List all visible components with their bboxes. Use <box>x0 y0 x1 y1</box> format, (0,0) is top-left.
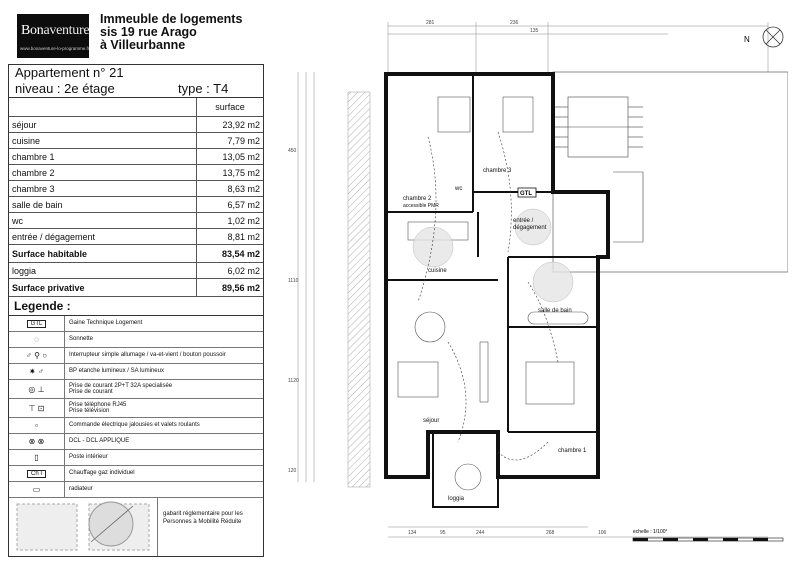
logo-text-aventure: aventure <box>43 23 90 38</box>
legend-item: ⊤ ⊡ Prise téléphone RJ45 Prise télévision <box>9 399 263 418</box>
waterproof-switch-icon: ✷ ♂ <box>29 367 44 376</box>
dim-left: 450 <box>288 148 297 154</box>
dim-top: 236 <box>510 20 519 26</box>
scale-label: echelle : 1/100° <box>633 529 668 535</box>
legend-title: Legende : <box>9 297 263 316</box>
pmr-gauge-icon <box>9 498 158 556</box>
legend-item: ⊗ ⊗ DCL - DCL APPLIQUE <box>9 434 263 450</box>
label-cuisine: cuisine <box>428 268 447 274</box>
scale-bar <box>633 538 783 541</box>
dim-bottom: 268 <box>546 530 555 536</box>
apartment-type: type : T4 <box>178 81 229 96</box>
label-accessible: accessible PMR <box>403 203 439 209</box>
table-row: wc 1,02 m2 <box>9 213 263 229</box>
legend-item: ▫ Commande électrique jalousies et valets roulants <box>9 418 263 434</box>
legend-item: ▯ Poste intérieur <box>9 450 263 466</box>
logo-url: www.bonaventure-lo-programme.fr <box>20 46 90 51</box>
label-sdb: salle de bain <box>538 308 572 314</box>
privative-row: Surface privative 89,56 m2 <box>9 279 263 297</box>
shutter-control-icon: ▫ <box>35 421 38 430</box>
table-row: entrée / dégagement 8,81 m2 <box>9 229 263 245</box>
surface-table <box>9 98 263 297</box>
table-row: cuisine 7,79 m2 <box>9 133 263 149</box>
table-row: salle de bain 6,57 m2 <box>9 197 263 213</box>
dim-bottom: 106 <box>598 530 607 536</box>
label-degagement: dégagement <box>513 225 547 231</box>
dim-bottom: 244 <box>476 530 485 536</box>
switch-icon: ♂ ⚲ ○ <box>25 351 48 360</box>
label-sejour: séjour <box>423 418 440 424</box>
north-arrow-icon <box>763 27 783 47</box>
label-loggia: loggia <box>448 496 465 502</box>
legend-item: GTL Gaine Technique Logement <box>9 316 263 332</box>
legend-item: ◌ Sonnette <box>9 332 263 348</box>
brand-logo <box>17 14 89 58</box>
doorbell-icon: ◌ <box>34 335 39 344</box>
loggia-row: loggia 6,02 m2 <box>9 263 263 279</box>
apartment-level: niveau : 2e étage <box>15 81 115 96</box>
dim-left: 1120 <box>288 378 299 384</box>
title-line-1: Immeuble de logements <box>100 12 243 26</box>
table-row: chambre 3 8,63 m2 <box>9 181 263 197</box>
dim-bottom: 134 <box>408 530 417 536</box>
table-row: chambre 1 13,05 m2 <box>9 149 263 165</box>
label-chambre1: chambre 1 <box>558 448 587 454</box>
legend-item: ▭ radiateur <box>9 482 263 498</box>
info-sheet <box>8 64 264 557</box>
north-label: N <box>744 35 750 44</box>
legend-item: ✷ ♂ BP etanche lumineux / SA lumineux <box>9 364 263 380</box>
floor-plan <box>268 12 788 557</box>
radiator-icon: ▭ <box>32 485 41 494</box>
boiler-icon: Ch I <box>27 470 46 478</box>
label-wc: wc <box>455 186 463 192</box>
legend-item: Ch I Chauffage gaz individuel <box>9 466 263 482</box>
dcl-icon: ⊗ ⊗ <box>28 437 45 446</box>
legend-item: ◎ ⊥ Prise de courant 2P+T 32A specialisée Prise de courant <box>9 380 263 399</box>
logo-text-bon: Bon <box>21 23 44 38</box>
dim-top: 135 <box>530 28 539 34</box>
title-line-3: à Villeurbanne <box>100 38 186 52</box>
table-row: chambre 2 13,75 m2 <box>9 165 263 181</box>
dim-left: 120 <box>288 468 297 474</box>
phone-tv-icon: ⊤ ⊡ <box>28 403 45 413</box>
apartment-header <box>9 65 263 98</box>
dim-top: 281 <box>426 20 435 26</box>
legend-item: ♂ ⚲ ○ Interrupteur simple allumage / va-et-vient / bouton poussoir <box>9 348 263 364</box>
title-line-2: sis 19 rue Arago <box>100 25 197 39</box>
apartment-name: Appartement n° 21 <box>15 65 124 80</box>
intercom-icon: ▯ <box>34 453 39 462</box>
gtl-label: GTL <box>520 191 532 197</box>
table-row: séjour 23,92 m2 <box>9 117 263 133</box>
dim-left: 1110 <box>288 278 299 284</box>
document-title <box>100 13 242 52</box>
label-entree: entrée / <box>513 218 534 224</box>
label-chambre3: chambre 3 <box>483 168 512 174</box>
pmr-gauge: gabarit réglementaire pour les Personnes à Mobilité Réduite <box>9 498 263 556</box>
habitable-row: Surface habitable 83,54 m2 <box>9 245 263 263</box>
gtl-icon: GTL <box>27 320 47 328</box>
dim-bottom: 95 <box>440 530 446 536</box>
label-chambre2: chambre 2 <box>403 196 432 202</box>
socket-icon: ◎ ⊥ <box>28 384 45 394</box>
surface-header: surface <box>197 98 264 117</box>
